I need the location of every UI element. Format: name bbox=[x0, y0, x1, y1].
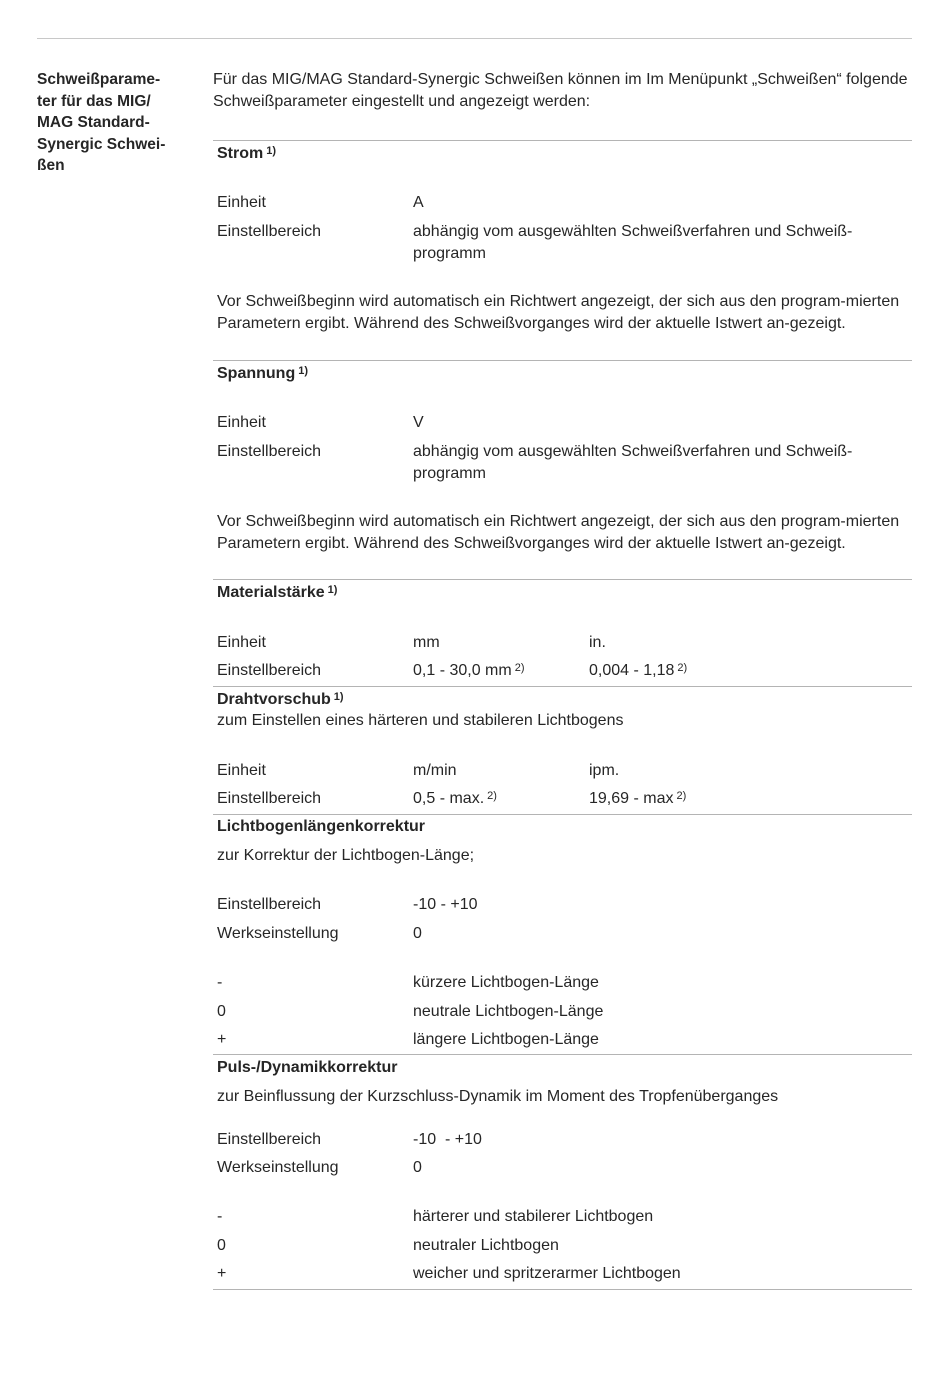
range-text: 19,69 - max bbox=[589, 790, 674, 807]
section-divider bbox=[213, 579, 912, 580]
intro-text bbox=[213, 69, 913, 112]
range-text: 0,004 - 1,18 bbox=[589, 662, 675, 679]
section-divider bbox=[213, 140, 912, 141]
label-einstellbereich: Einstellbereich bbox=[217, 223, 322, 240]
value-range-metric bbox=[413, 660, 524, 681]
label-einheit: Einheit bbox=[217, 194, 266, 211]
value-unit-metric: mm bbox=[413, 634, 440, 651]
value-default: 0 bbox=[413, 925, 422, 942]
top-rule bbox=[37, 38, 912, 39]
section-title-strom bbox=[217, 143, 276, 164]
value-range: -10 - +10 bbox=[413, 896, 478, 913]
section-description: zur Korrektur der Lichtbogen-Länge; bbox=[217, 847, 475, 864]
footnote-ref: 1) bbox=[327, 584, 338, 596]
option-key: 0 bbox=[217, 1003, 226, 1020]
section-title-spannung bbox=[217, 363, 308, 384]
title-text: Strom bbox=[217, 145, 264, 162]
label-einstellbereich: Einstellbereich bbox=[217, 790, 322, 807]
label-werkseinstellung: Werkseinstellung bbox=[217, 925, 339, 942]
footnote-ref: 2) bbox=[487, 790, 497, 802]
label-einstellbereich: Einstellbereich bbox=[217, 662, 322, 679]
side-title-line: ßen bbox=[37, 157, 65, 174]
label-einheit: Einheit bbox=[217, 634, 266, 651]
range-text: 0,5 - max. bbox=[413, 790, 485, 807]
section-description: zum Einstellen eines härteren und stabileren Lichtbogens bbox=[217, 712, 624, 729]
section-note: Vor Schweißbeginn wird automatisch ein Richtwert angezeigt, der sich aus den program-mierten Parametern ergibt. Während des Schweißvorganges wird der aktuelle Istwert an-gezeigt. bbox=[217, 293, 900, 332]
option-key: + bbox=[217, 1265, 227, 1282]
intro-paragraph: Für das MIG/MAG Standard-Synergic Schweißen können im Im Menüpunkt „Schweißen“ folgende Schweißparameter eingestellt und angezeigt werden: bbox=[213, 71, 908, 110]
footnote-ref: 2) bbox=[514, 662, 525, 674]
footnote-ref: 2) bbox=[676, 790, 687, 802]
label-einstellbereich: Einstellbereich bbox=[217, 896, 322, 913]
section-note: Vor Schweißbeginn wird automatisch ein Richtwert angezeigt, der sich aus den program-mierten Parametern ergibt. Während des Schweißvorganges wird der aktuelle Istwert an-gezeigt. bbox=[217, 513, 900, 552]
label-werkseinstellung: Werkseinstellung bbox=[217, 1159, 339, 1176]
section-title-lichtbogenlaengenkorrektur: Lichtbogenlängenkorrektur bbox=[217, 818, 426, 835]
title-text: Drahtvorschub bbox=[217, 691, 331, 708]
bottom-rule bbox=[213, 1289, 912, 1290]
value-unit: V bbox=[413, 414, 424, 431]
value-range-imperial bbox=[589, 788, 686, 809]
side-title-line: Synergic Schwei- bbox=[37, 135, 166, 153]
section-divider bbox=[213, 686, 912, 687]
footnote-ref: 1) bbox=[266, 145, 277, 157]
footnote-ref: 1) bbox=[333, 691, 344, 703]
label-einstellbereich: Einstellbereich bbox=[217, 1131, 322, 1148]
label-einheit: Einheit bbox=[217, 414, 266, 431]
option-value: längere Lichtbogen-Länge bbox=[413, 1031, 599, 1048]
side-title-line: MAG Standard- bbox=[37, 114, 150, 131]
side-title-line: Schweißparame- bbox=[37, 71, 161, 88]
section-title-materialstaerke bbox=[217, 582, 337, 603]
side-title-line: ter für das MIG/ bbox=[37, 92, 151, 110]
option-value: neutraler Lichtbogen bbox=[413, 1237, 559, 1254]
value-unit-imperial: ipm. bbox=[589, 762, 620, 779]
value-default: 0 bbox=[413, 1159, 422, 1176]
option-key: - bbox=[217, 974, 223, 991]
value-unit: A bbox=[413, 194, 424, 211]
section-divider bbox=[213, 360, 912, 361]
range-text: 0,1 - 30,0 mm bbox=[413, 662, 512, 679]
option-key: 0 bbox=[217, 1237, 226, 1254]
section-divider bbox=[213, 814, 912, 815]
option-value: kürzere Lichtbogen-Länge bbox=[413, 974, 599, 991]
option-value: härterer und stabilerer Lichtbogen bbox=[413, 1208, 654, 1225]
title-text: Materialstärke bbox=[217, 584, 325, 601]
section-title-puls-dynamikkorrektur: Puls-/Dynamikkorrektur bbox=[217, 1059, 398, 1076]
footnote-ref: 2) bbox=[677, 662, 688, 674]
value-range-imperial bbox=[589, 660, 687, 681]
value-unit-imperial: in. bbox=[589, 634, 606, 651]
title-text: Spannung bbox=[217, 365, 296, 382]
section-divider bbox=[213, 1054, 912, 1055]
section-description: zur Beinflussung der Kurzschluss-Dynamik im Moment des Tropfenüberganges bbox=[217, 1088, 779, 1105]
footnote-ref: 1) bbox=[298, 365, 308, 377]
side-title bbox=[37, 69, 197, 177]
section-title-drahtvorschub bbox=[217, 689, 344, 710]
value-range: -10 - +10 bbox=[413, 1131, 482, 1148]
value-range-metric bbox=[413, 788, 497, 809]
label-einstellbereich: Einstellbereich bbox=[217, 443, 322, 460]
value-unit-metric: m/min bbox=[413, 762, 457, 779]
option-value: neutrale Lichtbogen-Länge bbox=[413, 1003, 604, 1020]
value-range: abhängig vom ausgewählten Schweißverfahren und Schweiß-programm bbox=[413, 443, 853, 482]
label-einheit: Einheit bbox=[217, 762, 266, 779]
option-key: - bbox=[217, 1208, 223, 1225]
option-key: + bbox=[217, 1031, 227, 1048]
value-range: abhängig vom ausgewählten Schweißverfahren und Schweiß-programm bbox=[413, 223, 853, 262]
option-value: weicher und spritzerarmer Lichtbogen bbox=[413, 1265, 681, 1282]
